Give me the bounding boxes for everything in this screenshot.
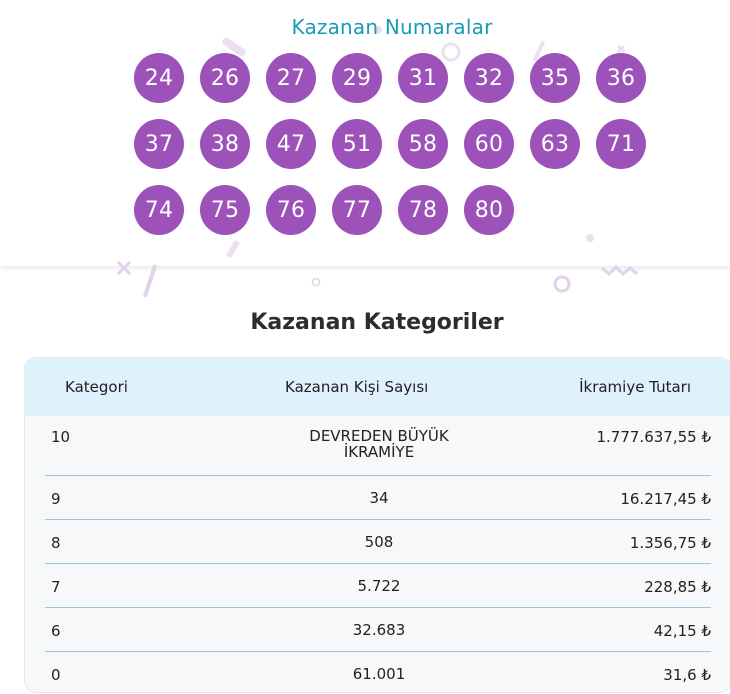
table-row xyxy=(45,520,711,564)
winning-numbers-panel xyxy=(0,0,730,266)
confetti-decoration-lower xyxy=(0,258,730,298)
number-ball: 35 xyxy=(530,53,580,103)
number-ball: 76 xyxy=(266,185,316,235)
category-cell: 8 xyxy=(51,534,61,552)
table-row xyxy=(45,476,711,520)
category-cell: 9 xyxy=(51,490,61,508)
winner-count-cell: 34 xyxy=(369,489,389,507)
number-ball: 37 xyxy=(134,119,184,169)
table-header xyxy=(25,358,730,416)
prize-cell: 1.356,75 ₺ xyxy=(629,534,711,552)
number-ball: 60 xyxy=(464,119,514,169)
table-row xyxy=(45,652,711,693)
column-header-prize: İkramiye Tutarı xyxy=(579,378,691,396)
category-cell: 6 xyxy=(51,622,61,640)
number-ball: 77 xyxy=(332,185,382,235)
category-cell: 0 xyxy=(51,666,61,684)
prize-cell: 1.777.637,55 ₺ xyxy=(596,428,711,446)
column-header-category: Kategori xyxy=(65,378,128,396)
winner-count-cell: 5.722 xyxy=(357,577,401,595)
table-body xyxy=(45,416,711,693)
number-ball: 27 xyxy=(266,53,316,103)
number-ball: 32 xyxy=(464,53,514,103)
number-ball: 78 xyxy=(398,185,448,235)
category-cell: 10 xyxy=(51,428,71,446)
prize-cell: 228,85 ₺ xyxy=(644,578,711,596)
number-ball: 47 xyxy=(266,119,316,169)
category-cell: 7 xyxy=(51,578,61,596)
number-ball: 31 xyxy=(398,53,448,103)
number-ball: 38 xyxy=(200,119,250,169)
column-header-winner-count: Kazanan Kişi Sayısı xyxy=(285,378,429,396)
prize-cell: 31,6 ₺ xyxy=(663,666,711,684)
number-ball: 74 xyxy=(134,185,184,235)
table-row xyxy=(45,416,711,476)
table-row xyxy=(45,564,711,608)
winning-categories-table xyxy=(24,357,730,693)
number-ball: 71 xyxy=(596,119,646,169)
winner-count-cell: 61.001 xyxy=(352,665,406,683)
table-row xyxy=(45,608,711,652)
number-ball: 24 xyxy=(134,53,184,103)
winner-count-cell: 508 xyxy=(364,533,394,551)
number-ball: 58 xyxy=(398,119,448,169)
number-ball: 29 xyxy=(332,53,382,103)
number-ball: 51 xyxy=(332,119,382,169)
number-ball: 36 xyxy=(596,53,646,103)
number-ball: 75 xyxy=(200,185,250,235)
number-ball: 26 xyxy=(200,53,250,103)
winning-categories-title: Kazanan Kategoriler xyxy=(250,310,504,335)
prize-cell: 16.217,45 ₺ xyxy=(620,490,711,508)
prize-cell: 42,15 ₺ xyxy=(653,622,711,640)
number-ball: 80 xyxy=(464,185,514,235)
winner-count-cell: DEVREDEN BÜYÜK İKRAMİYE xyxy=(309,427,449,461)
winner-count-cell: 32.683 xyxy=(352,621,406,639)
winning-numbers-title: Kazanan Numaralar xyxy=(291,15,493,39)
winning-numbers-grid xyxy=(134,53,664,235)
number-ball: 63 xyxy=(530,119,580,169)
